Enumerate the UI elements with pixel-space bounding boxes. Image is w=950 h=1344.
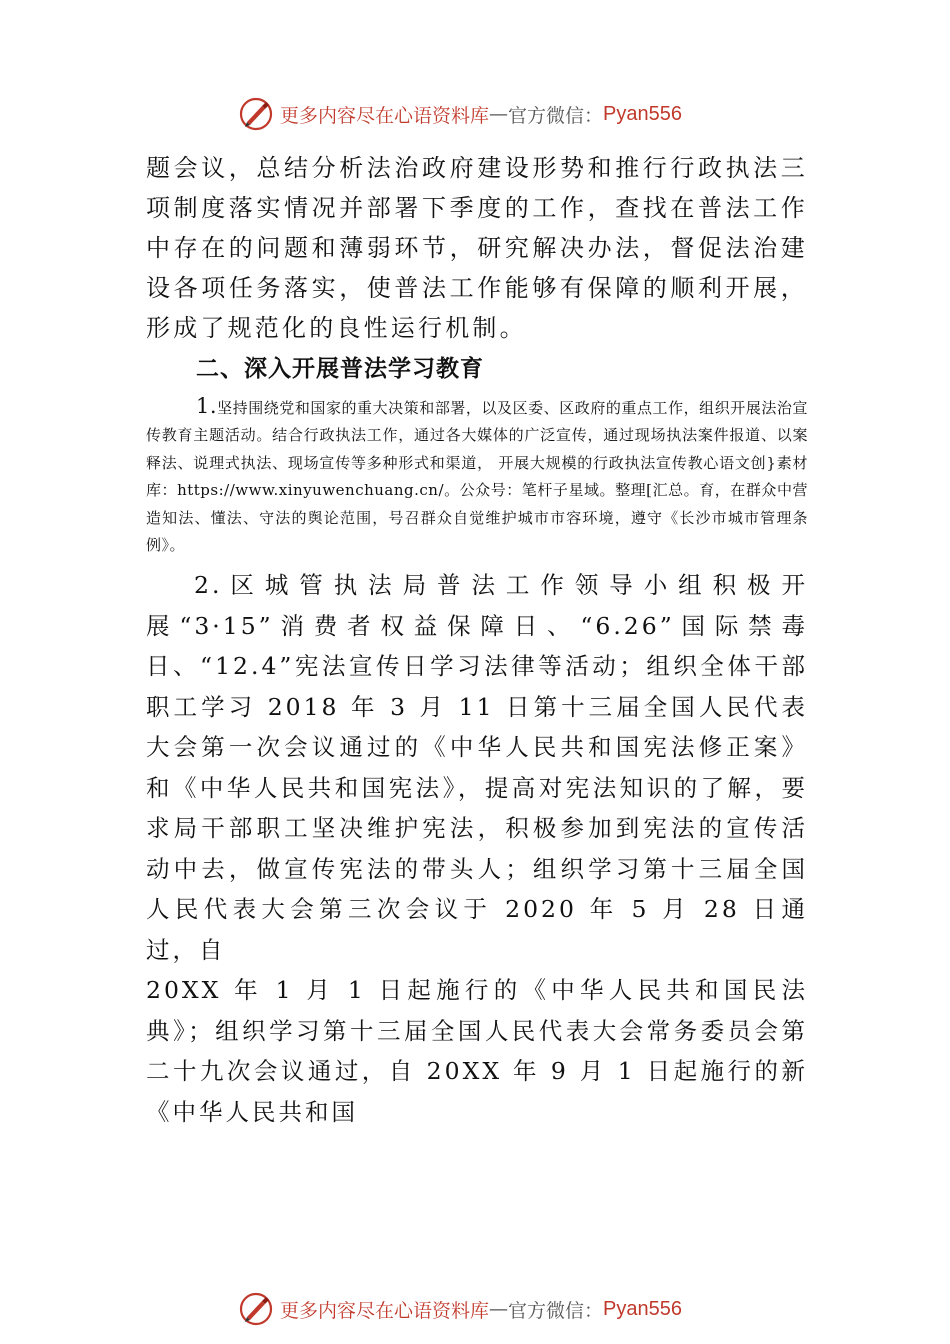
watermark-dash: — bbox=[489, 103, 509, 125]
watermark-official: 官方微信： bbox=[508, 104, 604, 127]
paragraph-item-1 bbox=[146, 393, 808, 559]
item-1-number: 1. bbox=[196, 394, 218, 418]
pen-logo-icon bbox=[238, 96, 274, 132]
paragraph-item-2: 2.区城管执法局普法工作领导小组积极开展“3·15”消费者权益保障日、“6.26”国际禁毒日、“12.4”宪法宣传日学习法律等活动；组织全体干部职工学习 2018 年 3 月 11 日第十三届全国人民代表大会第一次会议通过的《中华人民共和国宪法修正案》和《中华人民共和国宪法》，提高对宪法知识的了解，要求局干部职工坚决维护宪法，积极参加到宪法的宣传活动中去，做宣传宪法的带头人；组织学习第十三届全国人民代表大会第三次会议于 2020 年 5 月 28 日通过，自 bbox=[146, 571, 808, 964]
item-1-text: 坚持围绕党和国家的重大决策和部署，以及区委、区政府的重点工作，组织开展法治宣传教育主题活动。结合行政执法工作，通过各大媒体的广泛宣传，通过现场执法案件报道、以案释法、说理式执法、现场宣传等多种形式和渠道， 开展大规模的行政执法宣传教心语文创}素材库：https://www.xinyuwenchuang.cn/。公众号：笔杆子星域。整理[汇总。育，在群众中营造知法、懂法、守法的舆论范围，号召群众自觉维护城市市容环境，遵守《长沙市城市管理条例》。 bbox=[146, 399, 808, 555]
document-body bbox=[146, 148, 808, 1132]
watermark-wechat-id: Pyan556 bbox=[603, 102, 682, 125]
paragraph-meeting: 题会议，总结分析法治政府建设形势和推行行政执法三项制度落实情况并部署下季度的工作，查找在普法工作中存在的问题和薄弱环节，研究解决办法，督促法治建设各项任务落实，使普法工作能够有保障的顺利开展，形成了规范化的良性运行机制。 bbox=[146, 154, 808, 342]
footer-watermark bbox=[238, 1289, 682, 1329]
header-watermark bbox=[238, 94, 682, 134]
pen-logo-icon bbox=[238, 1291, 274, 1327]
watermark-wechat-id: Pyan556 bbox=[603, 1297, 682, 1320]
watermark-brand: 更多内容尽在心语资料库 bbox=[280, 1299, 490, 1322]
section-heading: 二、深入开展普法学习教育 bbox=[196, 356, 484, 382]
watermark-official: 官方微信： bbox=[508, 1299, 604, 1322]
watermark-dash: — bbox=[489, 1298, 509, 1320]
watermark-brand: 更多内容尽在心语资料库 bbox=[280, 104, 490, 127]
paragraph-item-2-continued: 20XX 年 1 月 1 日起施行的《中华人民共和国民法典》；组织学习第十三届全国人民代表大会常务委员会第二十九次会议通过，自 20XX 年 9 月 1 日起施行的新《中华人民共和国 bbox=[146, 976, 808, 1126]
